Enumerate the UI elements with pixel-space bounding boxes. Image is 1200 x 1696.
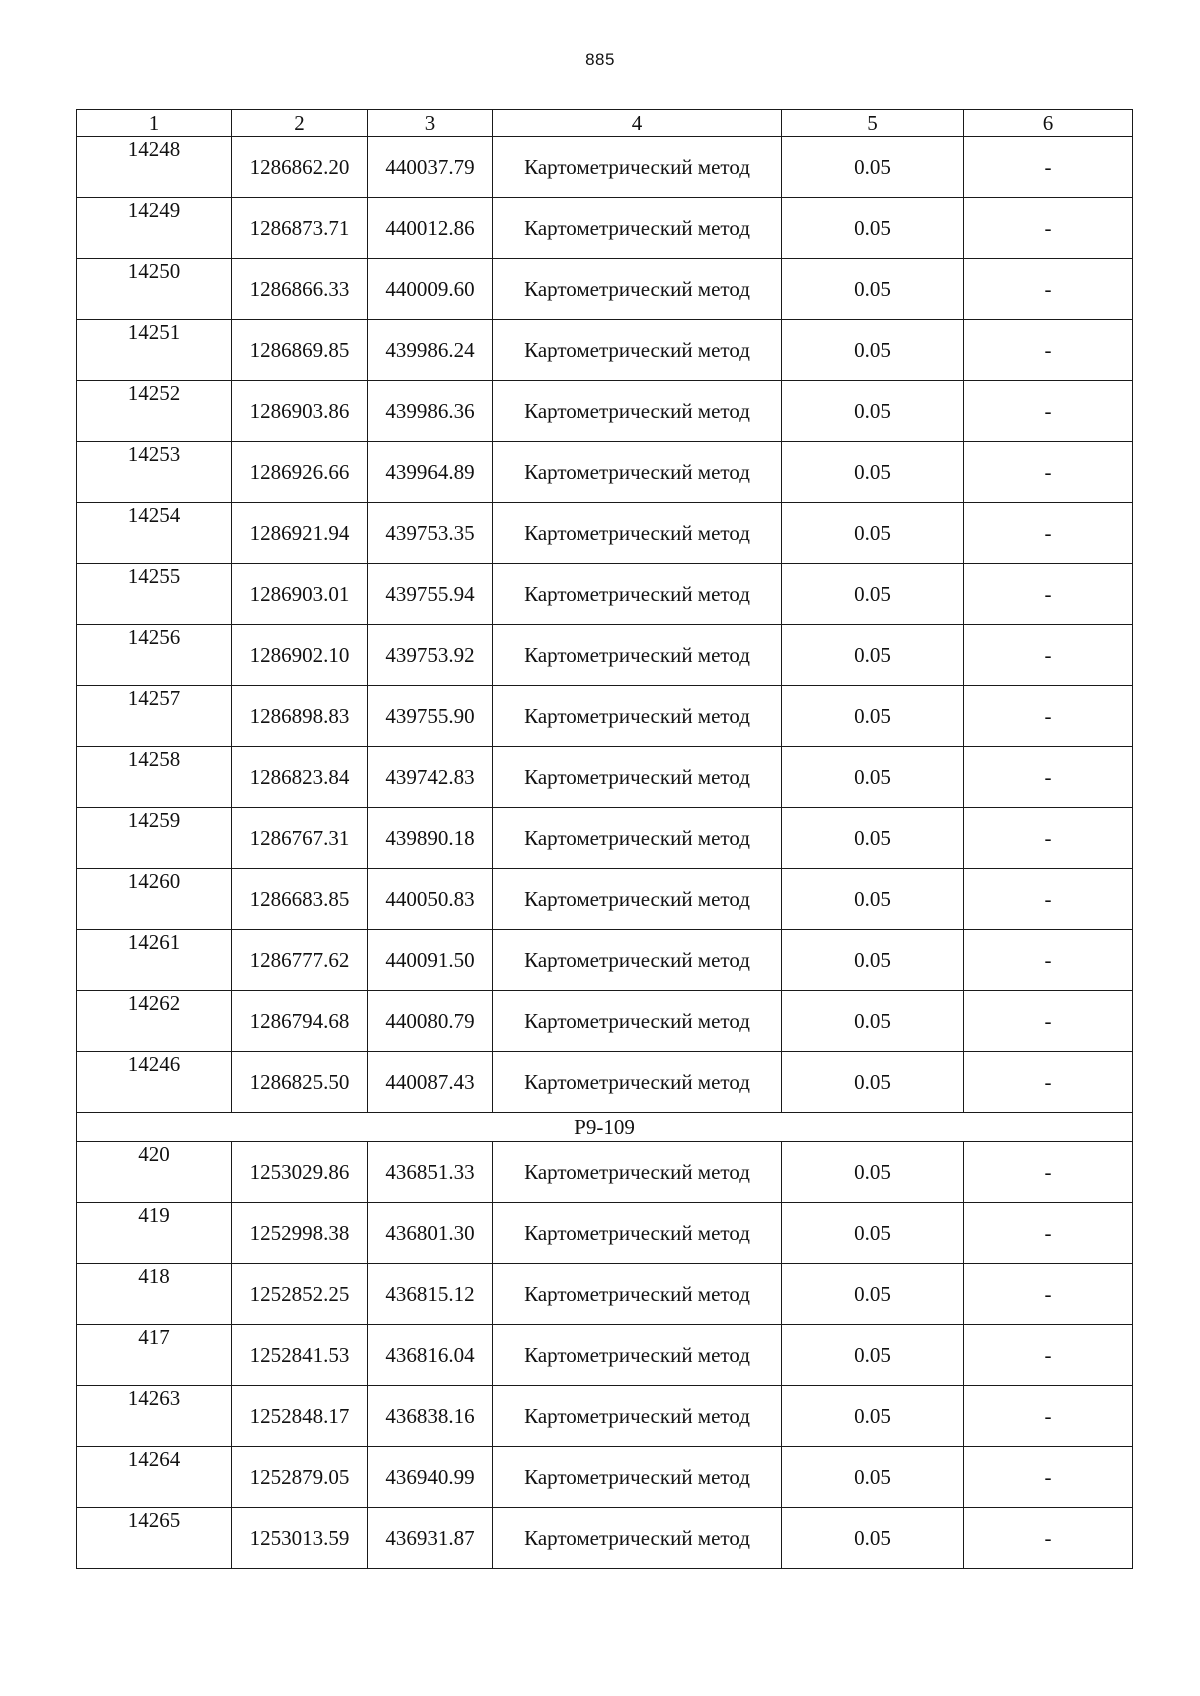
x-coordinate-cell: 1286921.94 — [232, 503, 368, 564]
table-row — [77, 320, 1133, 381]
method-cell: Картометрический метод — [493, 747, 782, 808]
method-cell: Картометрический метод — [493, 1142, 782, 1203]
x-coordinate-cell: 1286794.68 — [232, 991, 368, 1052]
header-cell-6: 6 — [964, 110, 1133, 137]
accuracy-cell: 0.05 — [782, 442, 964, 503]
note-cell: - — [964, 808, 1133, 869]
point-number-cell: 14260 — [77, 869, 232, 930]
y-coordinate-cell: 439890.18 — [368, 808, 493, 869]
y-coordinate-cell: 439964.89 — [368, 442, 493, 503]
method-cell: Картометрический метод — [493, 442, 782, 503]
accuracy-cell: 0.05 — [782, 137, 964, 198]
accuracy-cell: 0.05 — [782, 1325, 964, 1386]
x-coordinate-cell: 1286926.66 — [232, 442, 368, 503]
table-row — [77, 259, 1133, 320]
accuracy-cell: 0.05 — [782, 991, 964, 1052]
table-row — [77, 137, 1133, 198]
method-cell: Картометрический метод — [493, 1508, 782, 1569]
accuracy-cell: 0.05 — [782, 869, 964, 930]
note-cell: - — [964, 625, 1133, 686]
point-number-cell: 14256 — [77, 625, 232, 686]
table-row — [77, 869, 1133, 930]
point-number-cell: 14264 — [77, 1447, 232, 1508]
x-coordinate-cell: 1286903.86 — [232, 381, 368, 442]
note-cell: - — [964, 1203, 1133, 1264]
table-row — [77, 1052, 1133, 1113]
accuracy-cell: 0.05 — [782, 1264, 964, 1325]
note-cell: - — [964, 1052, 1133, 1113]
x-coordinate-cell: 1253029.86 — [232, 1142, 368, 1203]
note-cell: - — [964, 564, 1133, 625]
table-row — [77, 442, 1133, 503]
accuracy-cell: 0.05 — [782, 381, 964, 442]
method-cell: Картометрический метод — [493, 381, 782, 442]
note-cell: - — [964, 320, 1133, 381]
y-coordinate-cell: 440080.79 — [368, 991, 493, 1052]
note-cell: - — [964, 198, 1133, 259]
table-row — [77, 930, 1133, 991]
accuracy-cell: 0.05 — [782, 686, 964, 747]
y-coordinate-cell: 439755.94 — [368, 564, 493, 625]
method-cell: Картометрический метод — [493, 1386, 782, 1447]
accuracy-cell: 0.05 — [782, 1508, 964, 1569]
note-cell: - — [964, 1386, 1133, 1447]
table-row — [77, 1142, 1133, 1203]
x-coordinate-cell: 1286862.20 — [232, 137, 368, 198]
point-number-cell: 14249 — [77, 198, 232, 259]
section-title: Р9-109 — [77, 1113, 1133, 1142]
point-number-cell: 14251 — [77, 320, 232, 381]
accuracy-cell: 0.05 — [782, 198, 964, 259]
y-coordinate-cell: 440012.86 — [368, 198, 493, 259]
table-header — [77, 110, 1133, 137]
y-coordinate-cell: 436940.99 — [368, 1447, 493, 1508]
y-coordinate-cell: 436931.87 — [368, 1508, 493, 1569]
page-number: 885 — [585, 50, 615, 69]
x-coordinate-cell: 1253013.59 — [232, 1508, 368, 1569]
y-coordinate-cell: 436851.33 — [368, 1142, 493, 1203]
method-cell: Картометрический метод — [493, 564, 782, 625]
method-cell: Картометрический метод — [493, 869, 782, 930]
x-coordinate-cell: 1286683.85 — [232, 869, 368, 930]
y-coordinate-cell: 440050.83 — [368, 869, 493, 930]
x-coordinate-cell: 1252848.17 — [232, 1386, 368, 1447]
y-coordinate-cell: 440037.79 — [368, 137, 493, 198]
y-coordinate-cell: 439986.36 — [368, 381, 493, 442]
table-row — [77, 198, 1133, 259]
coordinates-table — [76, 109, 1133, 1569]
x-coordinate-cell: 1286869.85 — [232, 320, 368, 381]
point-number-cell: 14265 — [77, 1508, 232, 1569]
point-number-cell: 14259 — [77, 808, 232, 869]
method-cell: Картометрический метод — [493, 320, 782, 381]
y-coordinate-cell: 440087.43 — [368, 1052, 493, 1113]
point-number-cell: 419 — [77, 1203, 232, 1264]
y-coordinate-cell: 436838.16 — [368, 1386, 493, 1447]
point-number-cell: 418 — [77, 1264, 232, 1325]
accuracy-cell: 0.05 — [782, 1203, 964, 1264]
table-row — [77, 1447, 1133, 1508]
point-number-cell: 14257 — [77, 686, 232, 747]
x-coordinate-cell: 1286823.84 — [232, 747, 368, 808]
x-coordinate-cell: 1286898.83 — [232, 686, 368, 747]
table-row — [77, 1508, 1133, 1569]
y-coordinate-cell: 439753.35 — [368, 503, 493, 564]
table-row — [77, 625, 1133, 686]
table-row — [77, 381, 1133, 442]
accuracy-cell: 0.05 — [782, 1447, 964, 1508]
table-body — [77, 137, 1133, 1569]
method-cell: Картометрический метод — [493, 625, 782, 686]
x-coordinate-cell: 1286767.31 — [232, 808, 368, 869]
method-cell: Картометрический метод — [493, 991, 782, 1052]
point-number-cell: 14255 — [77, 564, 232, 625]
x-coordinate-cell: 1252841.53 — [232, 1325, 368, 1386]
method-cell: Картометрический метод — [493, 1325, 782, 1386]
y-coordinate-cell: 436801.30 — [368, 1203, 493, 1264]
y-coordinate-cell: 439742.83 — [368, 747, 493, 808]
table-row — [77, 564, 1133, 625]
x-coordinate-cell: 1252852.25 — [232, 1264, 368, 1325]
y-coordinate-cell: 440091.50 — [368, 930, 493, 991]
method-cell: Картометрический метод — [493, 930, 782, 991]
note-cell: - — [964, 1447, 1133, 1508]
note-cell: - — [964, 686, 1133, 747]
method-cell: Картометрический метод — [493, 137, 782, 198]
note-cell: - — [964, 1325, 1133, 1386]
point-number-cell: 14250 — [77, 259, 232, 320]
note-cell: - — [964, 1508, 1133, 1569]
note-cell: - — [964, 930, 1133, 991]
method-cell: Картометрический метод — [493, 503, 782, 564]
x-coordinate-cell: 1286903.01 — [232, 564, 368, 625]
method-cell: Картометрический метод — [493, 259, 782, 320]
y-coordinate-cell: 436815.12 — [368, 1264, 493, 1325]
accuracy-cell: 0.05 — [782, 808, 964, 869]
x-coordinate-cell: 1286777.62 — [232, 930, 368, 991]
method-cell: Картометрический метод — [493, 1447, 782, 1508]
method-cell: Картометрический метод — [493, 686, 782, 747]
header-cell-1: 1 — [77, 110, 232, 137]
accuracy-cell: 0.05 — [782, 259, 964, 320]
point-number-cell: 417 — [77, 1325, 232, 1386]
note-cell: - — [964, 442, 1133, 503]
x-coordinate-cell: 1286825.50 — [232, 1052, 368, 1113]
point-number-cell: 14254 — [77, 503, 232, 564]
accuracy-cell: 0.05 — [782, 747, 964, 808]
table-row — [77, 1203, 1133, 1264]
accuracy-cell: 0.05 — [782, 1052, 964, 1113]
method-cell: Картометрический метод — [493, 1052, 782, 1113]
note-cell: - — [964, 869, 1133, 930]
accuracy-cell: 0.05 — [782, 1142, 964, 1203]
x-coordinate-cell: 1286873.71 — [232, 198, 368, 259]
note-cell: - — [964, 259, 1133, 320]
y-coordinate-cell: 440009.60 — [368, 259, 493, 320]
x-coordinate-cell: 1252998.38 — [232, 1203, 368, 1264]
x-coordinate-cell: 1286866.33 — [232, 259, 368, 320]
header-row — [77, 110, 1133, 137]
table-row — [77, 1386, 1133, 1447]
accuracy-cell: 0.05 — [782, 1386, 964, 1447]
header-cell-4: 4 — [493, 110, 782, 137]
point-number-cell: 14263 — [77, 1386, 232, 1447]
table-row — [77, 991, 1133, 1052]
method-cell: Картометрический метод — [493, 808, 782, 869]
table-row — [77, 747, 1133, 808]
note-cell: - — [964, 137, 1133, 198]
header-cell-2: 2 — [232, 110, 368, 137]
point-number-cell: 14252 — [77, 381, 232, 442]
header-cell-5: 5 — [782, 110, 964, 137]
note-cell: - — [964, 503, 1133, 564]
method-cell: Картометрический метод — [493, 198, 782, 259]
note-cell: - — [964, 1264, 1133, 1325]
accuracy-cell: 0.05 — [782, 320, 964, 381]
note-cell: - — [964, 381, 1133, 442]
y-coordinate-cell: 439755.90 — [368, 686, 493, 747]
x-coordinate-cell: 1286902.10 — [232, 625, 368, 686]
point-number-cell: 14262 — [77, 991, 232, 1052]
accuracy-cell: 0.05 — [782, 503, 964, 564]
point-number-cell: 14253 — [77, 442, 232, 503]
point-number-cell: 14258 — [77, 747, 232, 808]
accuracy-cell: 0.05 — [782, 564, 964, 625]
table-row — [77, 686, 1133, 747]
table-row — [77, 808, 1133, 869]
accuracy-cell: 0.05 — [782, 930, 964, 991]
header-cell-3: 3 — [368, 110, 493, 137]
table-row — [77, 1264, 1133, 1325]
method-cell: Картометрический метод — [493, 1264, 782, 1325]
method-cell: Картометрический метод — [493, 1203, 782, 1264]
point-number-cell: 14261 — [77, 930, 232, 991]
point-number-cell: 14246 — [77, 1052, 232, 1113]
accuracy-cell: 0.05 — [782, 625, 964, 686]
point-number-cell: 420 — [77, 1142, 232, 1203]
y-coordinate-cell: 439753.92 — [368, 625, 493, 686]
x-coordinate-cell: 1252879.05 — [232, 1447, 368, 1508]
point-number-cell: 14248 — [77, 137, 232, 198]
y-coordinate-cell: 439986.24 — [368, 320, 493, 381]
section-title-row — [77, 1113, 1133, 1142]
table-row — [77, 503, 1133, 564]
note-cell: - — [964, 747, 1133, 808]
y-coordinate-cell: 436816.04 — [368, 1325, 493, 1386]
note-cell: - — [964, 991, 1133, 1052]
note-cell: - — [964, 1142, 1133, 1203]
table-row — [77, 1325, 1133, 1386]
